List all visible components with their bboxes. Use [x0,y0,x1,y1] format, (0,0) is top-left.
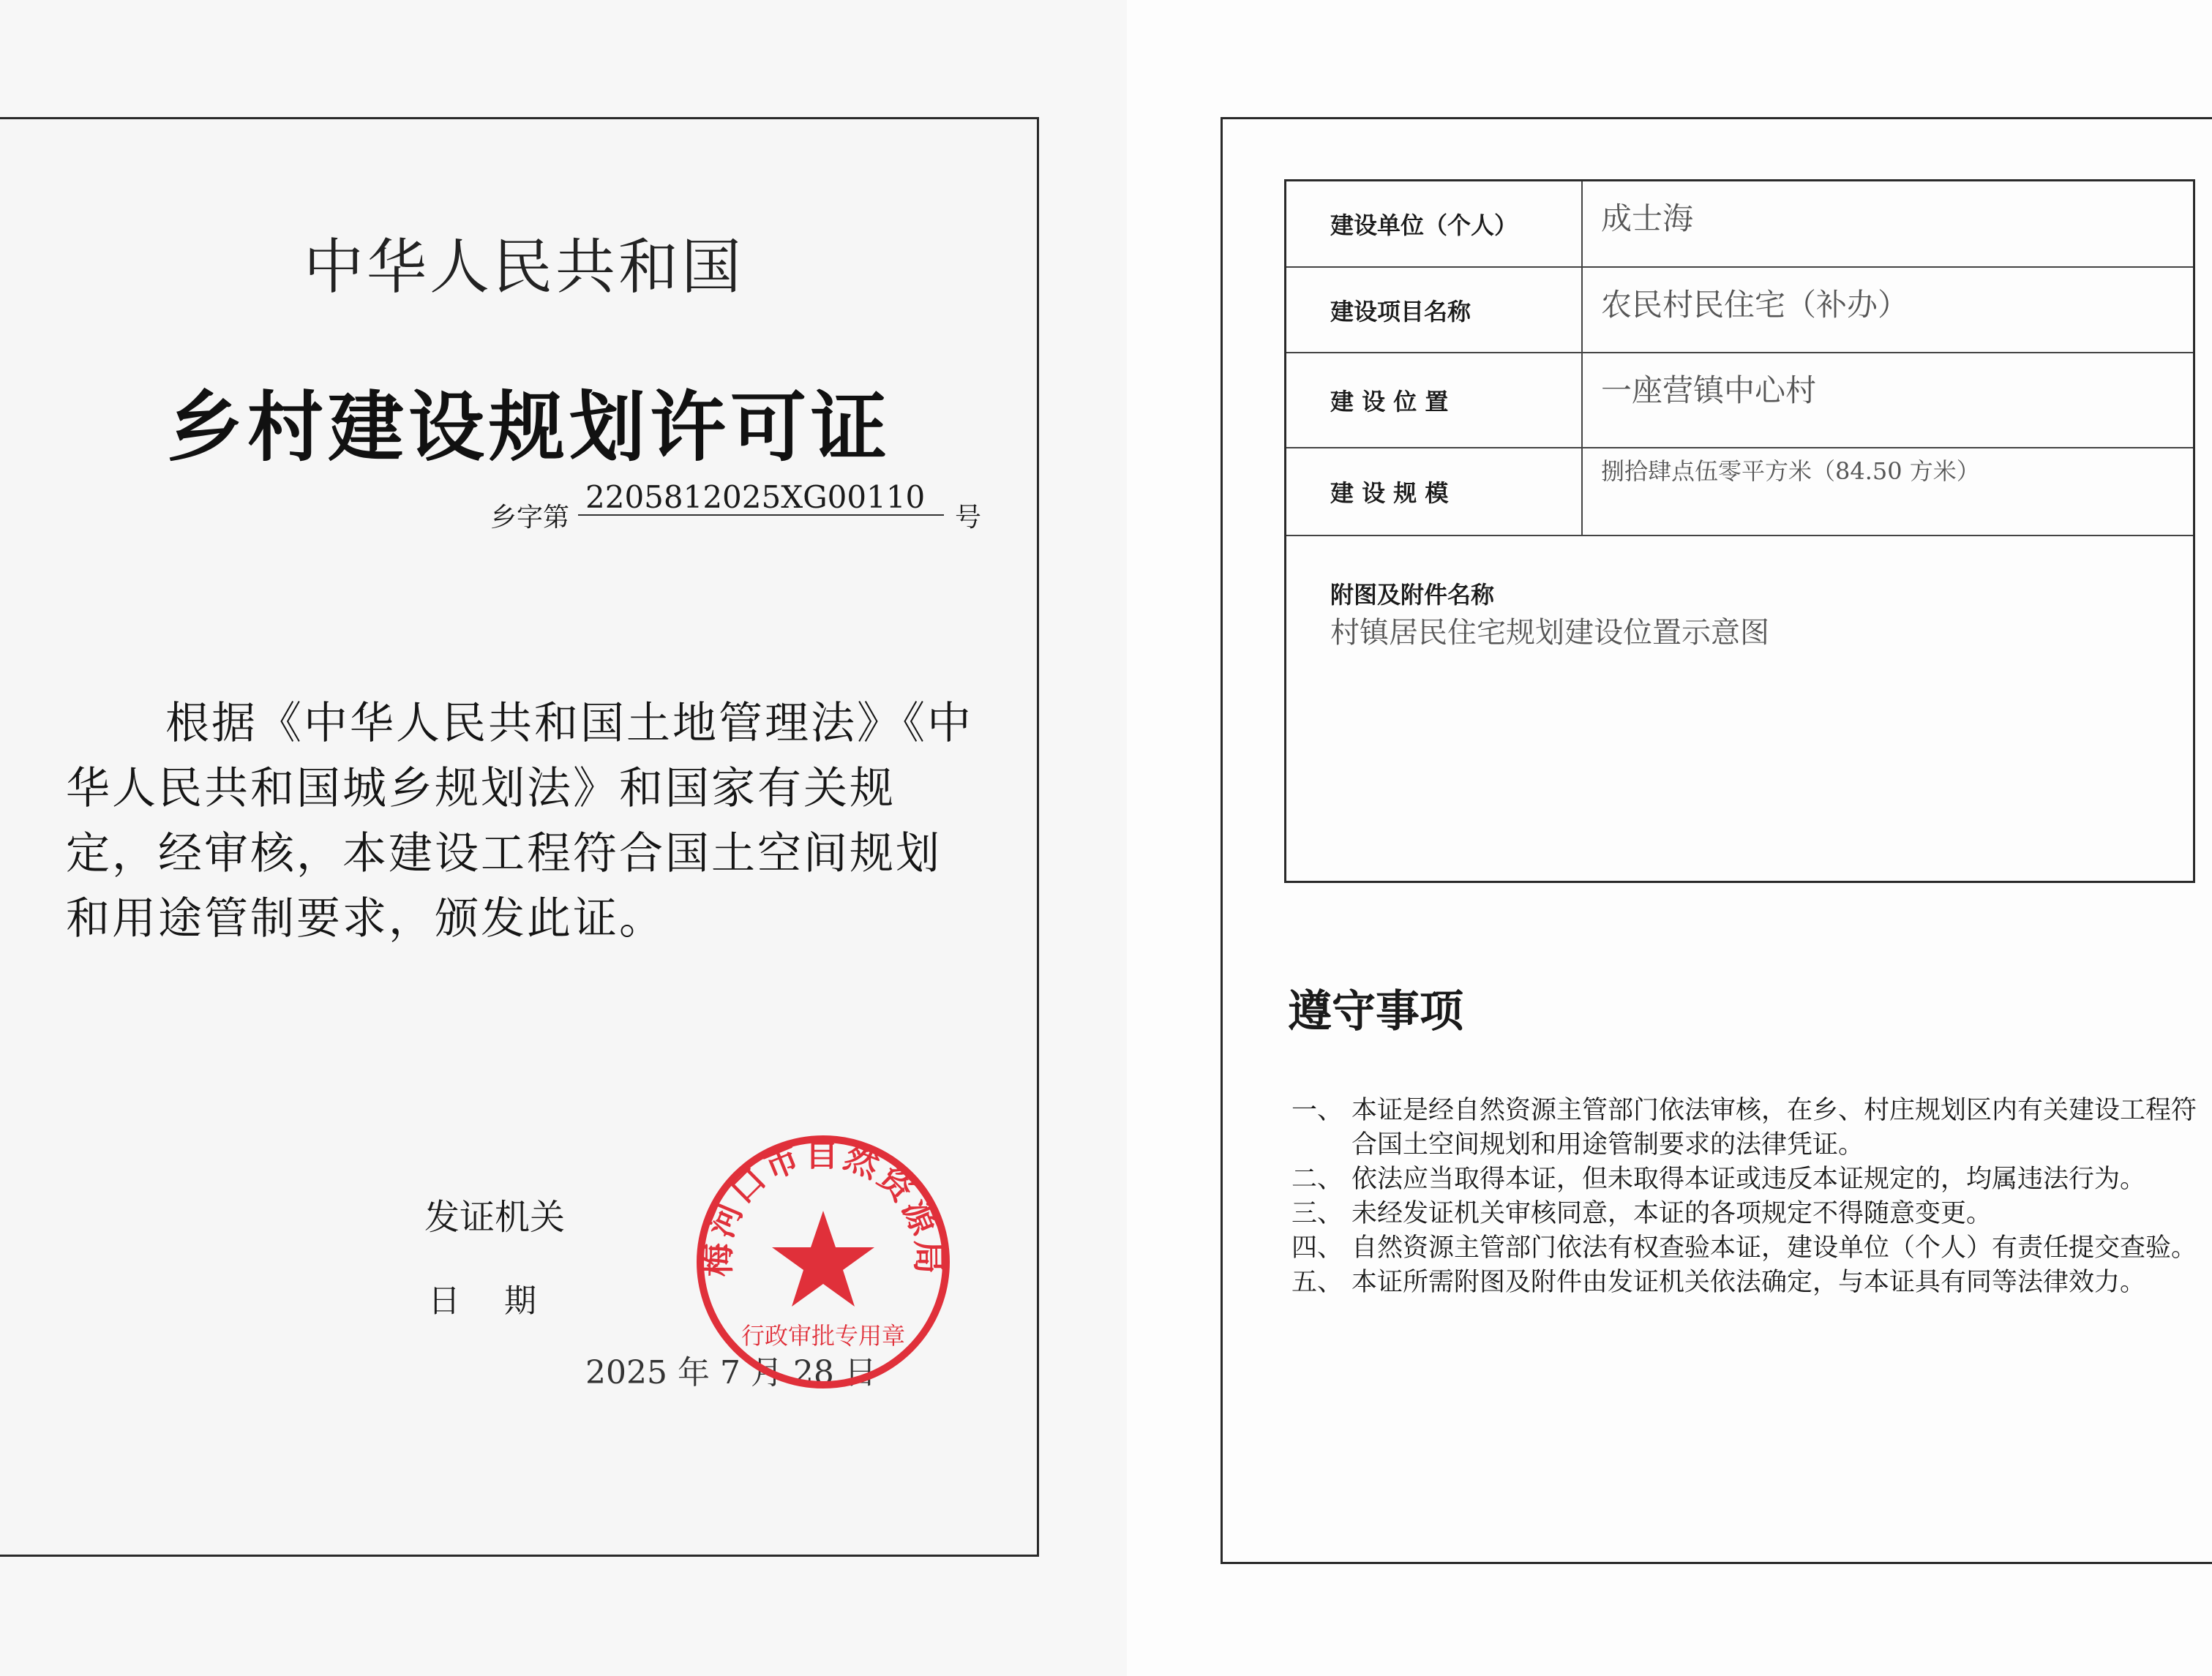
permit-body-text: 根据《中华人民共和国土地管理法》《中华人民共和国城乡规划法》和国家有关规定，经审核，本建设工程符合国土空间规划和用途管制要求，颁发此证。 [66,698,973,944]
notice-text: 自然资源主管部门依法有权查验本证，建设单位（个人）有责任提交查验。 [1351,1233,2197,1263]
attachments-value: 村镇居民住宅规划建设位置示意图 [1330,616,1769,650]
serial-suffix: 号 [955,503,982,533]
table-value: 成士海 [1601,200,1694,236]
notice-number: 五、 [1291,1268,1343,1297]
date-label: 日期 [428,1282,580,1320]
table-label: 建 设 位 置 [1286,353,1583,447]
permit-title: 乡村建设规划许可证 [167,383,892,472]
notice-text: 依法应当取得本证，但未取得本证或违反本证规定的，均属违法行为。 [1351,1165,2146,1194]
list-item [1291,1197,2202,1231]
svg-text:行政审批专用章: 行政审批专用章 [741,1322,906,1350]
permit-info-table [1284,179,2195,883]
notice-list [1291,1094,2202,1300]
list-item [1291,1231,2202,1266]
table-row [1286,181,2193,268]
notice-text: 未经发证机关审核同意，本证的各项规定不得随意变更。 [1351,1199,1992,1228]
table-value: 捌拾肆点伍零平方米（84.50 方米） [1601,457,1980,485]
issue-date: 2025 年 7 月 28 日 [585,1354,877,1391]
table-row [1286,353,2193,448]
notice-number: 三、 [1291,1199,1343,1228]
table-label: 建设项目名称 [1286,268,1583,352]
notice-text: 本证所需附图及附件由发证机关依法确定，与本证具有同等法律效力。 [1351,1268,2146,1297]
notice-title: 遵守事项 [1288,986,1463,1037]
table-label: 建 设 规 模 [1286,448,1583,535]
table-value: 农民村民住宅（补办） [1601,287,1909,323]
country-name: 中华人民共和国 [304,233,745,302]
serial-number: 2205812025XG00110 [578,479,944,516]
serial-prefix: 乡字第 [490,503,570,533]
svg-text:梅河口市自然资源局: 梅河口市自然资源局 [697,1134,949,1277]
list-item [1291,1094,2202,1162]
notice-number: 一、 [1291,1096,1343,1125]
list-item [1291,1162,2202,1197]
serial-row [490,479,988,533]
notice-text: 本证是经自然资源主管部门依法审核，在乡、村庄规划区内有关建设工程符合国土空间规划和用途管制要求的法律凭证。 [1351,1096,2197,1160]
official-seal-icon [691,1130,955,1394]
table-label: 建设单位（个人） [1286,181,1583,266]
issuer-label: 发证机关 [424,1197,566,1238]
table-value: 一座营镇中心村 [1601,372,1817,408]
table-row [1286,448,2193,536]
attachments-label: 附图及附件名称 [1330,581,1495,609]
table-row [1286,268,2193,353]
notice-number: 二、 [1291,1165,1343,1194]
notice-number: 四、 [1291,1233,1343,1263]
list-item [1291,1266,2202,1300]
